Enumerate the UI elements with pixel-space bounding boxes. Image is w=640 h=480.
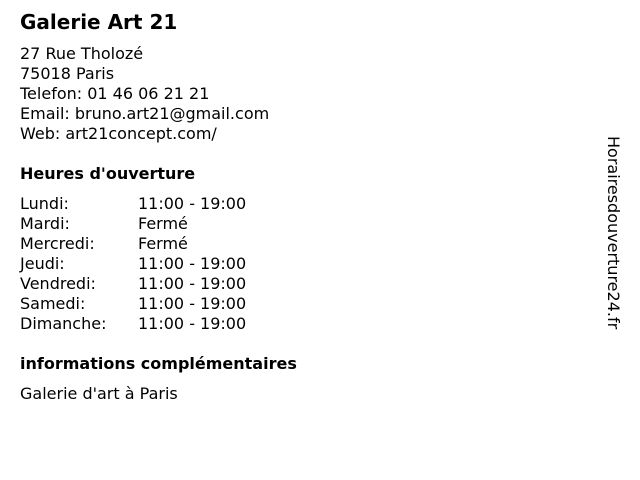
day-hours: 11:00 - 19:00 — [138, 274, 247, 293]
business-name: Galerie Art 21 — [20, 10, 178, 34]
day-label: Jeudi: — [20, 254, 65, 273]
hours-row-friday — [20, 274, 246, 294]
hours-row-sunday — [20, 314, 246, 334]
web-line: Web: art21concept.com/ — [20, 124, 217, 143]
day-hours: 11:00 - 19:00 — [138, 294, 247, 313]
hours-row-wednesday — [20, 234, 246, 254]
day-label: Vendredi: — [20, 274, 96, 293]
contact-block — [20, 44, 269, 144]
hours-row-monday — [20, 194, 246, 214]
day-label: Mercredi: — [20, 234, 95, 253]
day-label: Dimanche: — [20, 314, 107, 333]
day-label: Lundi: — [20, 194, 69, 213]
address-street: 27 Rue Tholozé — [20, 44, 144, 63]
day-hours: Fermé — [138, 234, 188, 253]
hours-row-saturday — [20, 294, 246, 314]
hours-row-tuesday — [20, 214, 246, 234]
email-line: Email: bruno.art21@gmail.com — [20, 104, 270, 123]
hours-table — [20, 194, 246, 334]
address-city: 75018 Paris — [20, 64, 115, 83]
site-watermark: Horairesdouverture24.fr — [604, 136, 623, 330]
day-hours: 11:00 - 19:00 — [138, 314, 247, 333]
day-hours: 11:00 - 19:00 — [138, 254, 247, 273]
hours-heading: Heures d'ouverture — [20, 164, 196, 183]
extra-info-text: Galerie d'art à Paris — [20, 384, 178, 403]
phone-line: Telefon: 01 46 06 21 21 — [20, 84, 210, 103]
day-hours: Fermé — [138, 214, 188, 233]
hours-row-thursday — [20, 254, 246, 274]
day-hours: 11:00 - 19:00 — [138, 194, 247, 213]
day-label: Samedi: — [20, 294, 86, 313]
extra-info-heading: informations complémentaires — [20, 354, 297, 373]
day-label: Mardi: — [20, 214, 70, 233]
